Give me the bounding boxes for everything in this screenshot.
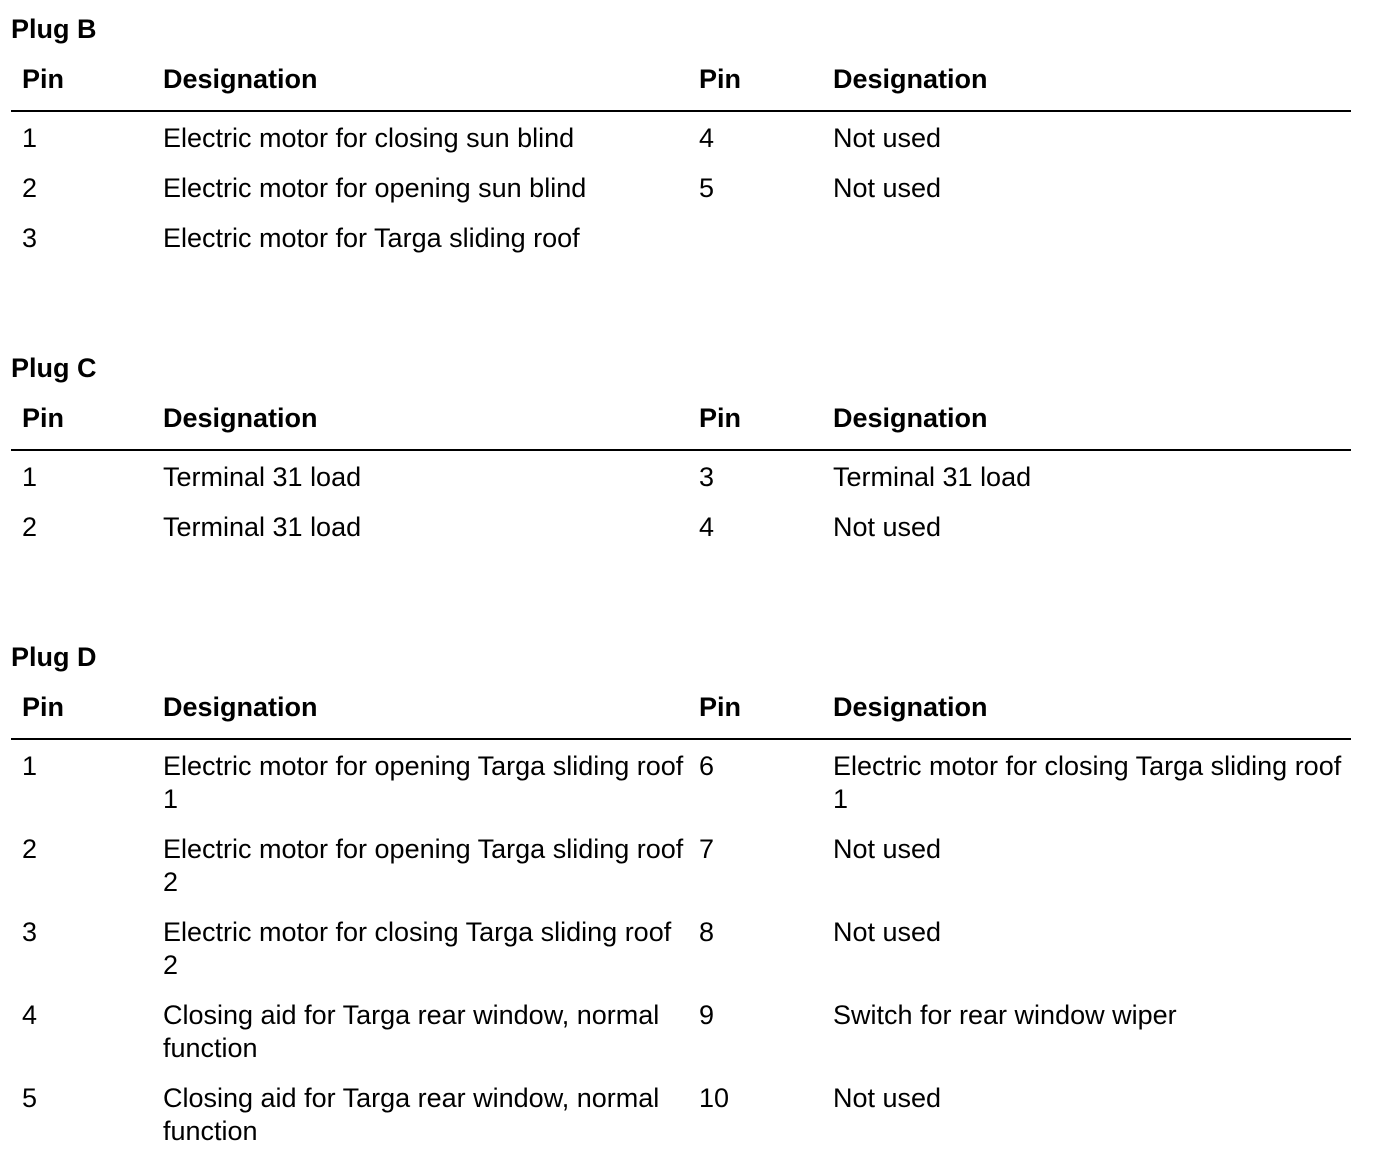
designation-cell: Terminal 31 load bbox=[163, 512, 362, 542]
designation-cell: Electric motor for opening sun blind bbox=[163, 173, 587, 203]
pin-cell: 3 bbox=[699, 462, 715, 492]
pin-cell: 10 bbox=[699, 1083, 730, 1113]
pin-cell: 5 bbox=[699, 173, 715, 203]
table-header-row bbox=[11, 394, 1351, 450]
pin-table-plug-c bbox=[11, 394, 1351, 551]
pin-cell: 2 bbox=[22, 834, 38, 864]
pin-cell: 1 bbox=[22, 123, 38, 153]
pin-cell bbox=[688, 212, 822, 262]
column-header-pin: Pin bbox=[11, 55, 152, 111]
column-header-designation: Designation bbox=[152, 394, 688, 450]
designation-cell: Electric motor for opening Targa sliding roof 2 bbox=[163, 834, 684, 897]
pin-cell: 8 bbox=[699, 917, 715, 947]
designation-cell: Electric motor for closing Targa sliding roof 1 bbox=[833, 751, 1342, 814]
designation-cell: Electric motor for closing Targa sliding roof 2 bbox=[163, 917, 672, 980]
pin-cell: 3 bbox=[22, 223, 38, 253]
table-row bbox=[11, 906, 1351, 989]
column-header-designation: Designation bbox=[822, 55, 1351, 111]
pin-cell: 4 bbox=[22, 1000, 38, 1030]
designation-cell: Closing aid for Targa rear window, normal function bbox=[163, 1083, 660, 1146]
pin-table-plug-b bbox=[11, 55, 1351, 262]
pin-cell: 6 bbox=[699, 751, 715, 781]
table-header-row bbox=[11, 683, 1351, 739]
column-header-pin: Pin bbox=[11, 683, 152, 739]
table-row bbox=[11, 739, 1351, 823]
column-header-pin: Pin bbox=[688, 683, 822, 739]
pin-cell: 7 bbox=[699, 834, 715, 864]
designation-cell: Not used bbox=[833, 917, 942, 947]
pin-cell: 2 bbox=[22, 512, 38, 542]
table-row bbox=[11, 989, 1351, 1072]
table-row bbox=[11, 501, 1351, 551]
designation-cell: Not used bbox=[833, 1083, 942, 1113]
table-row bbox=[11, 162, 1351, 212]
pin-cell: 2 bbox=[22, 173, 38, 203]
column-header-designation: Designation bbox=[152, 55, 688, 111]
column-header-pin: Pin bbox=[688, 55, 822, 111]
designation-cell: Electric motor for Targa sliding roof bbox=[163, 223, 580, 253]
designation-cell: Electric motor for closing sun blind bbox=[163, 123, 575, 153]
column-header-designation: Designation bbox=[152, 683, 688, 739]
designation-cell: Not used bbox=[833, 834, 942, 864]
pin-cell: 4 bbox=[699, 512, 715, 542]
section-title-plug-b: Plug B bbox=[11, 14, 97, 44]
designation-cell: Switch for rear window wiper bbox=[833, 1000, 1177, 1030]
section-title-plug-d: Plug D bbox=[11, 642, 97, 672]
designation-cell: Not used bbox=[833, 173, 942, 203]
pin-cell: 5 bbox=[22, 1083, 38, 1113]
designation-cell: Not used bbox=[833, 123, 942, 153]
pin-cell: 1 bbox=[22, 462, 38, 492]
table-row bbox=[11, 450, 1351, 501]
designation-cell: Closing aid for Targa rear window, normal function bbox=[163, 1000, 660, 1063]
table-row bbox=[11, 1072, 1351, 1155]
designation-cell: Terminal 31 load bbox=[163, 462, 362, 492]
designation-cell: Not used bbox=[833, 512, 942, 542]
column-header-pin: Pin bbox=[688, 394, 822, 450]
designation-cell: Electric motor for opening Targa sliding roof 1 bbox=[163, 751, 684, 814]
table-row bbox=[11, 111, 1351, 162]
section-title-plug-c: Plug C bbox=[11, 353, 97, 383]
column-header-pin: Pin bbox=[11, 394, 152, 450]
pin-cell: 3 bbox=[22, 917, 38, 947]
pin-cell: 1 bbox=[22, 751, 38, 781]
table-row bbox=[11, 212, 1351, 262]
designation-cell bbox=[822, 212, 1351, 262]
table-header-row bbox=[11, 55, 1351, 111]
pin-cell: 4 bbox=[699, 123, 715, 153]
pin-cell: 9 bbox=[699, 1000, 715, 1030]
designation-cell: Terminal 31 load bbox=[833, 462, 1032, 492]
column-header-designation: Designation bbox=[822, 683, 1351, 739]
table-row bbox=[11, 823, 1351, 906]
column-header-designation: Designation bbox=[822, 394, 1351, 450]
pin-table-plug-d bbox=[11, 683, 1351, 1155]
